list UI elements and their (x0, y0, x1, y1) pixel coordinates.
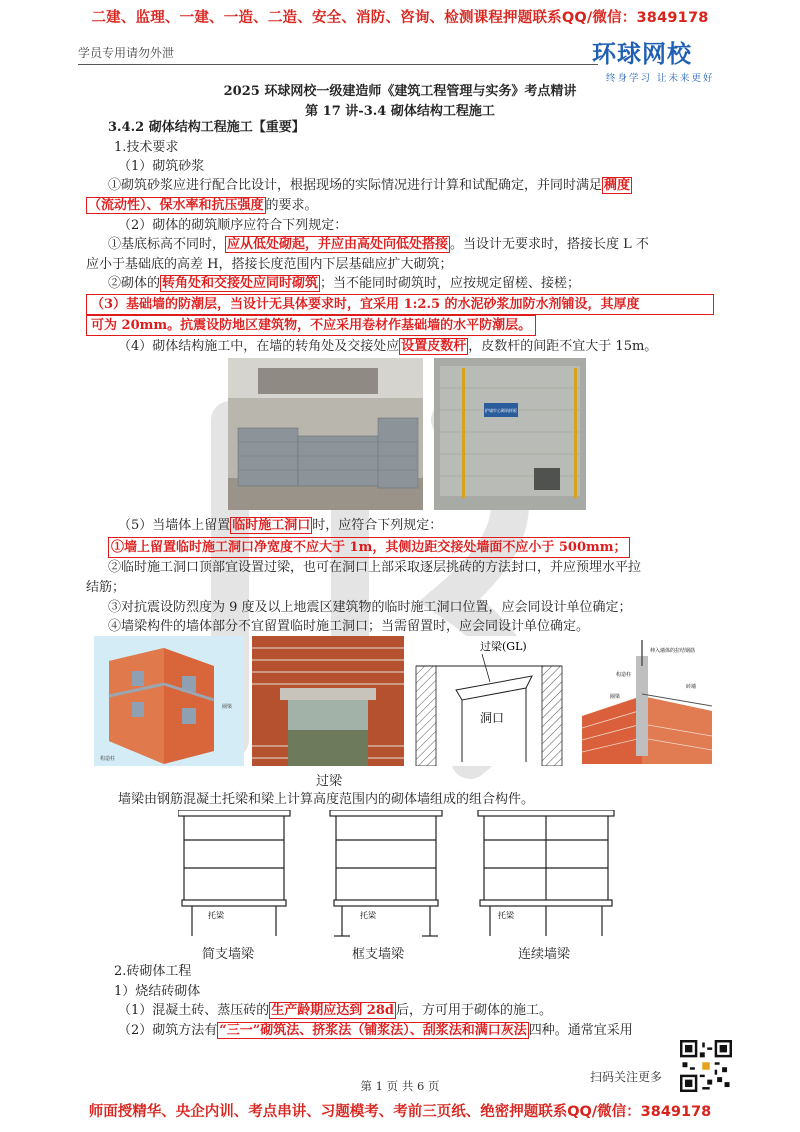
highlight-low-to-high: 应从低处砌起，并应由高处向低处搭接 (227, 237, 449, 252)
internal-note: 学员专用请勿外泄 (78, 46, 175, 60)
temp-hole-rule3: ③对抗震设防烈度为 9 度及以上地震区建筑物的临时施工洞口位置，应会同设计单位确定； (108, 600, 632, 615)
temp-hole-rule2-line1: ②临时施工洞口顶部宜设置过梁，也可在洞口上部采取逐层挑砖的方法封口，并应预埋水平拉 (108, 560, 642, 575)
photo-sign-label: 护墙牢心砌筑样板 (485, 408, 517, 413)
fired-brick-rule1: （1）混凝土砖、蒸压砖的 生产龄期应达到 28d 后，方可用于砌体的施工。 (118, 1003, 553, 1018)
label-transfer-beam-3: 托梁 (498, 911, 514, 920)
highlight-water-retention: （流动性）、保水率和抗压强度 (88, 198, 264, 213)
caption-simple-wall-beam: 简支墙梁 (202, 947, 255, 962)
mortar-heading: （1）砌筑砂浆 (118, 159, 205, 174)
temp-hole-rule1: ①墙上留置临时施工洞口净宽度不应大于 1m，其侧边距交接处墙面不应小于 500mm； (108, 537, 630, 558)
label-ring-beam: 圈梁 (222, 704, 233, 710)
order-rule1-line1: ①基底标高不同时， 应从低处砌起，并应由高处向低处搭接 。当设计无要求时，搭接长度 L 不 (108, 237, 649, 252)
section-heading: 3.4.2 砌体结构工程施工【重要】 (108, 120, 305, 135)
bottom-banner: 师面授精华、央企内训、考点串讲、习题模考、考前三页纸、绝密押题联系QQ/微信：3849178 (88, 1104, 712, 1120)
photo-brick-lintel (252, 636, 404, 766)
logo-text: 环球网校 (592, 40, 692, 68)
highlight-methods: “三一”砌筑法、挤浆法（铺浆法）、刮浆法和满口灰法 (219, 1023, 527, 1038)
qr-follow-text: 扫码关注更多 (590, 1070, 663, 1084)
photo-story-poles (434, 358, 586, 510)
fired-brick-heading: 1）烧结砖砌体 (114, 984, 201, 999)
label-tie-bar: 伸入墙体的拉结钢筋 (650, 648, 696, 654)
order-rule1-line2: 应小于基础底的高差 H，搭接长度范围内下层基础应扩大砌筑； (86, 257, 453, 272)
mortar-paragraph-line1: ①砌筑砂浆应进行配合比设计，根据现场的实际情况进行计算和试配确定，并同时满足 稠度 (108, 178, 631, 193)
temp-hole-rule4: ④墙梁构件的墙体部分不宜留置临时施工洞口；当需留置时，应会同设计单位确定。 (108, 619, 590, 634)
label-ring-beam-2: 圈梁 (610, 694, 621, 700)
highlight-consistency: 稠度 (604, 178, 631, 193)
lintel-caption: 过梁 (316, 774, 343, 789)
label-transfer-beam-1: 托梁 (208, 911, 224, 920)
diagram-wall-beams (178, 810, 616, 940)
highlight-temp-hole: 临时施工洞口 (232, 518, 311, 533)
doc-subtitle: 第 17 讲-3.4 砌体结构工程施工 (305, 104, 495, 119)
header-rule (78, 64, 598, 65)
fired-brick-rule2: （2）砌筑方法有 “三一”砌筑法、挤浆法（铺浆法）、刮浆法和满口灰法 四种。通常宜采用 (118, 1023, 633, 1038)
label-construction-column-2: 构造柱 (616, 672, 632, 678)
highlight-corner-joint: 转角处和交接处应同时砌筑 (162, 276, 319, 291)
label-transfer-beam-2: 托梁 (360, 911, 376, 920)
label-construction-column: 构造柱 (100, 756, 116, 762)
highlight-story-pole: 设置皮数杆 (401, 339, 467, 354)
order-heading: （2）砌体的砌筑顺序应符合下列规定： (118, 218, 348, 233)
top-banner: 二建、监理、一建、一造、二造、安全、消防、咨询、检测课程押题联系QQ/微信：3849178 (91, 10, 709, 26)
damp-proof-line1: （3）基础墙的防潮层，当设计无具体要求时，宜采用 1:2.5 的水泥砂浆加防水剂铺设，其厚度 (86, 294, 714, 315)
caption-continuous-wall-beam: 连续墙梁 (518, 947, 571, 962)
doc-title: 2025 环球网校一级建造师《建筑工程管理与实务》考点精讲 (223, 84, 577, 99)
diagram-building-model (94, 636, 244, 766)
label-lintel-gl: 过梁(GL) (480, 640, 527, 653)
diagram-tie-bars (572, 636, 724, 766)
caption-frame-wall-beam: 框支墙梁 (352, 947, 405, 962)
photo-masonry-walls (228, 358, 423, 510)
brick-masonry-heading: 2.砖砌体工程 (114, 964, 192, 979)
wall-beam-definition: 墙梁由钢筋混凝土托梁和梁上计算高度范围内的砌体墙组成的组合构件。 (118, 792, 535, 807)
logo-slogan: 终身学习 让未来更好 (606, 73, 715, 84)
temp-hole-heading: （5）当墙体上留置 临时施工洞口 时，应符合下列规定： (118, 518, 443, 533)
page-number: 第 1 页 共 6 页 (360, 1079, 440, 1093)
story-pole-rule: （4）砌体结构施工中，在墙的转角处及交接处应 设置皮数杆 ，皮数杆的间距不宜大于 15m。 (118, 339, 658, 354)
label-opening: 洞口 (480, 711, 505, 725)
damp-proof-line2: 可为 20mm。抗震设防地区建筑物，不应采用卷材作基础墙的水平防潮层。 (86, 315, 536, 336)
highlight-28d: 生产龄期应达到 28d (271, 1003, 394, 1018)
order-rule2: ②砌体的 转角处和交接处应同时砌筑 ；当不能同时砌筑时，应按规定留槎、接槎； (108, 276, 581, 291)
tech-req-heading: 1.技术要求 (114, 140, 179, 155)
logo (592, 34, 742, 82)
mortar-paragraph-line2: （流动性）、保水率和抗压强度 的要求。 (88, 198, 318, 213)
label-brick-wall: 砖墙 (686, 684, 697, 690)
diagram-lintel (412, 636, 566, 766)
temp-hole-rule2-line2: 结筋； (86, 580, 126, 595)
